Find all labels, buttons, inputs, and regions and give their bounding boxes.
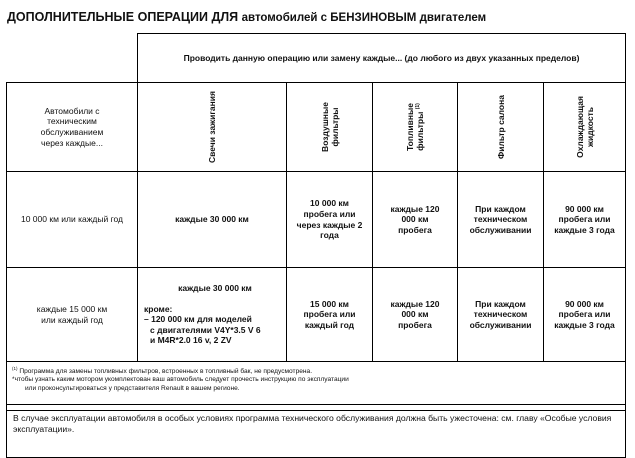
col-header-air-filters — [287, 83, 373, 172]
cell-coolant: 90 000 км пробега или каждые 3 года — [544, 172, 626, 268]
empty-corner — [7, 34, 138, 83]
cell-spark — [138, 268, 287, 362]
special-conditions-box: В случае эксплуатации автомобиля в особых условиях программа технического обслуживания должна быть ужесточена: см. главу «Особые условия эксплуатации». — [6, 404, 626, 458]
col-label-line1: Охлаждающая — [574, 96, 585, 158]
cell-fuel: каждые 120 000 км пробега — [373, 172, 458, 268]
col-header-cabin-filter — [458, 83, 544, 172]
left-header: Автомобили с техническим обслуживанием через каждые... — [7, 83, 138, 172]
period-header: Проводить данную операцию или замену каждые... (до любого из двух указанных пределов) — [138, 34, 626, 83]
cell-cabin: При каждом техническом обслуживании — [458, 172, 544, 268]
table-row — [7, 172, 626, 268]
cell-air: 10 000 км пробега или через каждые 2 года — [287, 172, 373, 268]
col-header-coolant — [544, 83, 626, 172]
cell-spark: каждые 30 000 км — [138, 172, 287, 268]
spark-interval: каждые 30 000 км — [178, 282, 252, 293]
col-label-line2: фильтры — [415, 111, 425, 151]
spark-except: кроме: — [144, 303, 173, 314]
col-label-line1: Топливные — [404, 103, 415, 151]
row-period: 10 000 км или каждый год — [7, 172, 138, 268]
note-text: или проконсультироваться у представителя Renault в вашем регионе. — [25, 384, 240, 392]
title-rest: автомобилей с БЕНЗИНОВЫМ двигателем — [241, 12, 487, 24]
table-row — [7, 268, 626, 362]
note-text: *чтобы узнать каким мотором укомплектован ваш автомобиль следует прочесть инструкцию по эксплуатации — [12, 376, 349, 384]
col-label-line2: фильтры — [329, 107, 340, 147]
col-header-fuel-filters — [373, 83, 458, 172]
footnote-marker: (1) — [415, 103, 422, 110]
cell-coolant: 90 000 км пробега или каждые 3 года — [544, 268, 626, 362]
cell-fuel: каждые 120 000 км пробега — [373, 268, 458, 362]
cell-air: 15 000 км пробега или каждый год — [287, 268, 373, 362]
col-label: Свечи зажигания — [206, 91, 217, 163]
spark-line: и M4R*2.0 16 v, 2 ZV — [150, 335, 232, 346]
col-label-line2: жидкость — [584, 107, 595, 147]
col-label: Фильтр салона — [495, 95, 506, 159]
cell-cabin: При каждом техническом обслуживании — [458, 268, 544, 362]
col-header-spark-plugs — [138, 83, 287, 172]
maintenance-table — [6, 33, 626, 411]
note-text: Программа для замены топливных фильтров, встроенных в топливный бак, не предусмотрена. — [19, 368, 313, 376]
row-period: каждые 15 000 км или каждый год — [7, 268, 138, 362]
spark-line: с двигателями V4Y*3.5 V 6 — [150, 324, 261, 335]
note-marker: (1) — [12, 366, 18, 371]
title-main: ДОПОЛНИТЕЛЬНЫЕ ОПЕРАЦИИ ДЛЯ — [7, 10, 239, 24]
page-title — [7, 10, 486, 24]
col-label-line1: Воздушные — [319, 102, 330, 152]
spark-line: – 120 000 км для моделей — [144, 314, 252, 325]
